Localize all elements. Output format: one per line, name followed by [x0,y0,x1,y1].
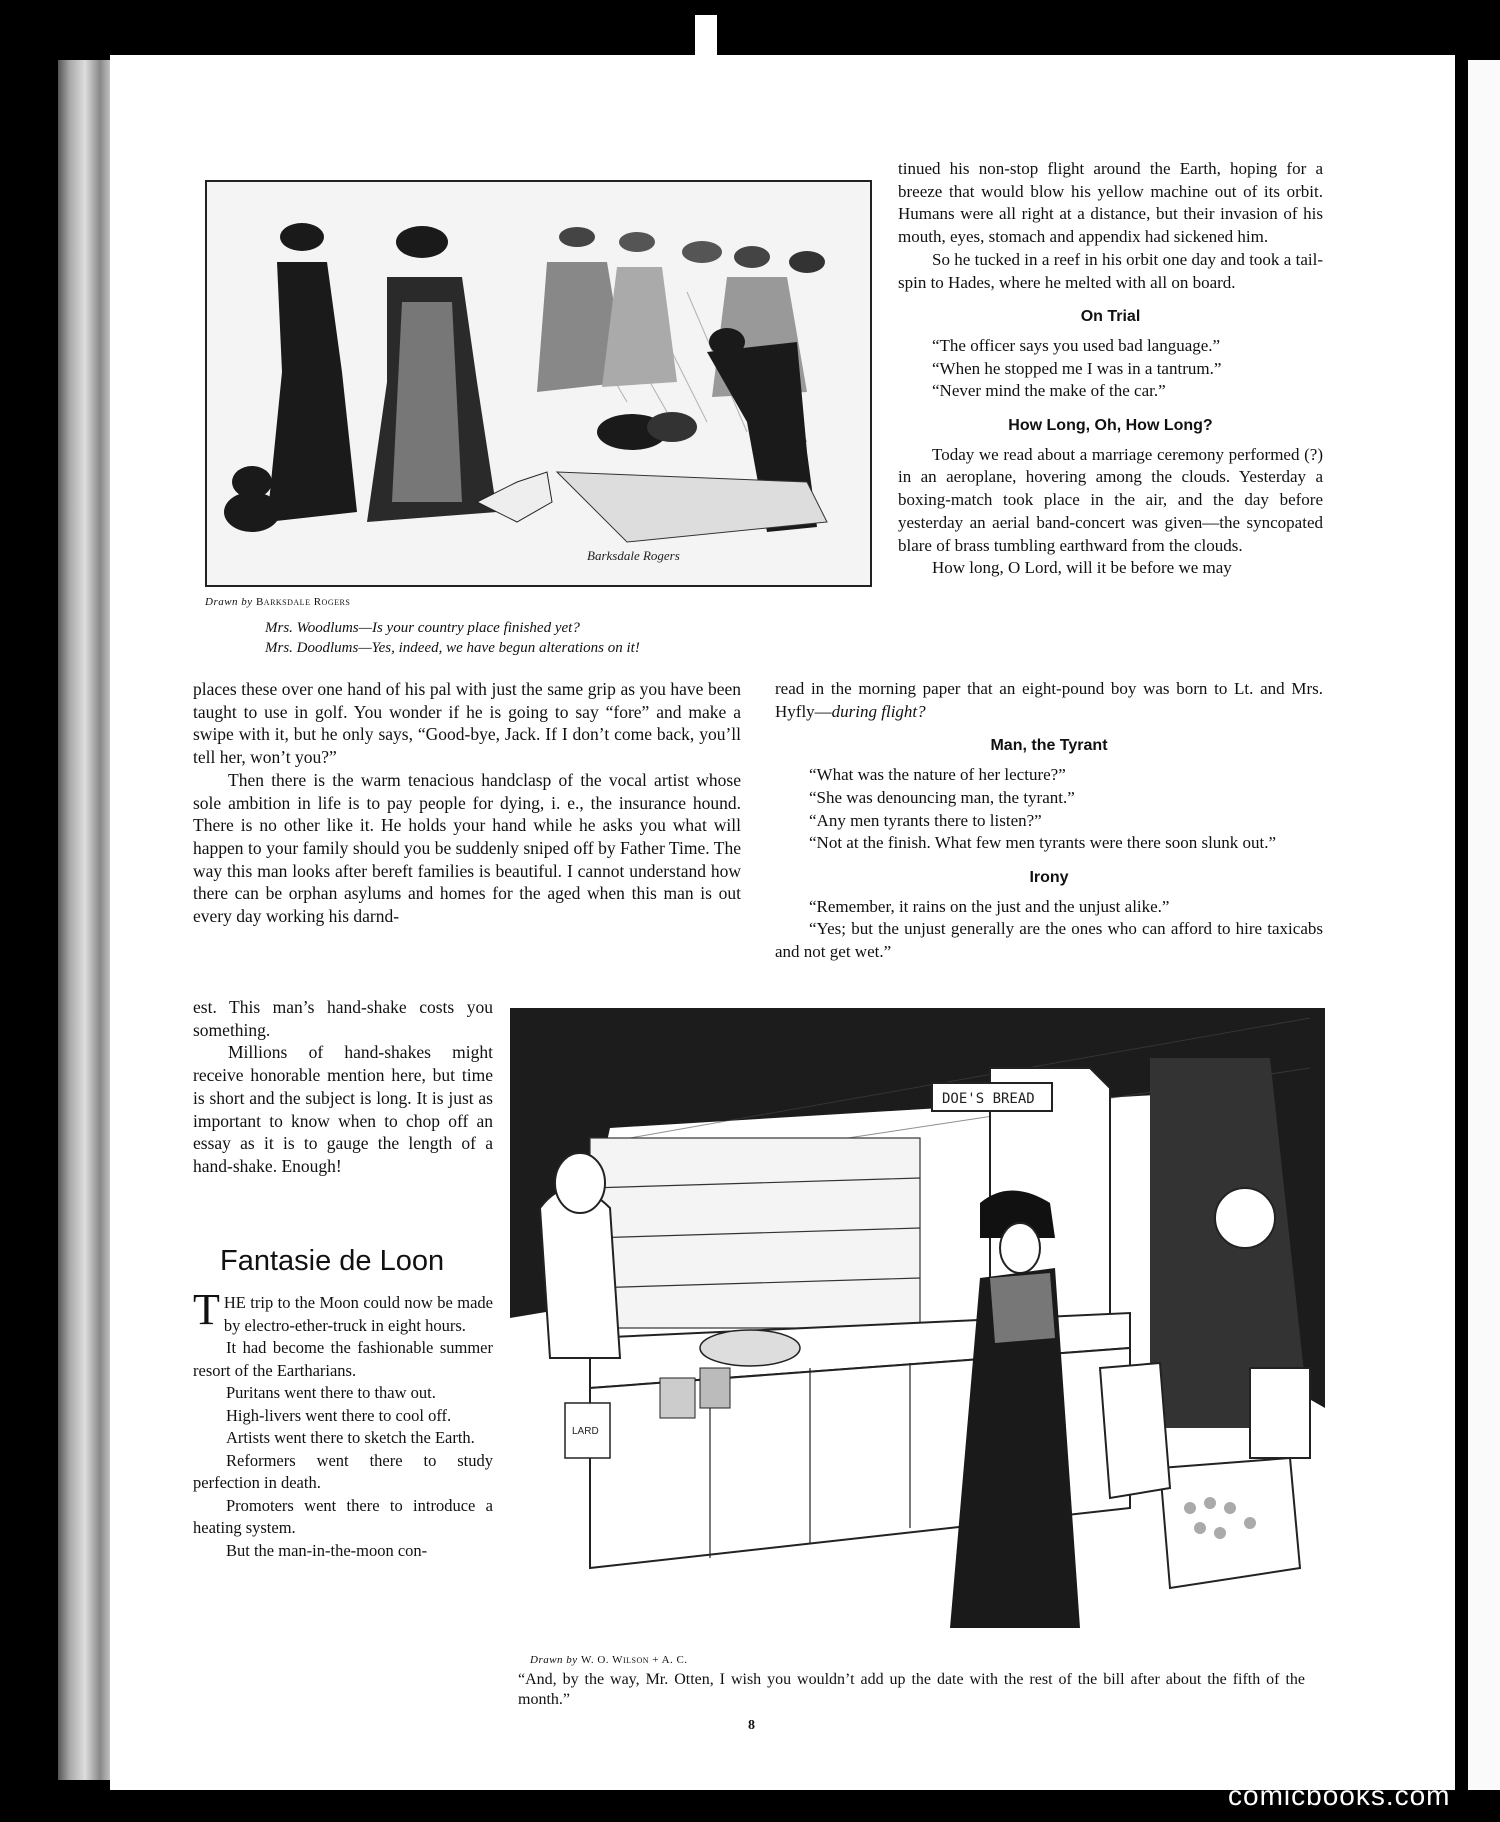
illustration-grocery-store [510,1008,1325,1648]
fantasie-paragraph: It had become the fashionable summer resort of the Eartharians. [193,1338,493,1380]
how-long-italic: during flight? [831,701,926,721]
bottom-illustration-credit [530,1654,688,1666]
fantasie-paragraph: But the man-in-the-moon con- [226,1540,428,1560]
caption-line-2: Mrs. Doodlums—Yes, indeed, we have begun alterations on it! [265,640,640,656]
on-trial-line: “Never mind the make of the car.” [932,381,1166,401]
handshake-paragraph-1: places these over one hand of his pal with just the same grip as you have been taught to use in golf. You wonder if he is going to say “fore” and make a swipe with it, but he only says, “Good-bye, Jack. If I don’t come back, you’ll tell her, won’t you?” [193,679,741,768]
how-long-text: read in the morning paper that an eight-pound boy was born to Lt. and Mrs. Hyfly— [775,679,1323,721]
handshake-paragraph-2: Then there is the warm tenacious handclasp of the vocal artist whose sole ambition in life is to pay people for dying, i. e., the insurance hound. There is no other like it. He holds your hand while he asks you what will happen to your family should you be suddenly sniped off by Father Time. The way this man looks after bereft families is beautiful. I cannot understand how there can be orphan asylums and homes for the aged when this man is out every day working his darnd- [193,769,741,927]
right-column-mid [775,678,1323,964]
bottom-illustration-caption: “And, by the way, Mr. Otten, I wish you wouldn’t add up the date with the rest of the bill after about the fifth of the month.” [518,1671,1305,1708]
irony-line: “Yes; but the unjust generally are the ones who can afford to hire taxicabs and not get wet.” [775,919,1323,962]
top-illustration-caption [265,618,765,658]
site-watermark: comicbooks.com [1228,1780,1451,1811]
right-column-top [898,158,1323,580]
irony-heading: Irony [1029,868,1069,886]
man-tyrant-line: “Not at the finish. What few men tyrants were there soon slunk out.” [809,833,1277,853]
credit-prefix: Drawn by [205,596,253,608]
how-long-paragraph-end [775,678,1323,723]
handshake-paragraph-3: Millions of hand-shakes might receive honorable mention here, but time is short and the subject is long. It is just as important to know when to chop off an essay as it is to gauge the length of a hand-shake. Enough! [193,1042,493,1176]
fantasie-first-paragraph [193,1285,493,1337]
man-tyrant-line: “She was denouncing man, the tyrant.” [809,787,1075,807]
handshake-paragraph-2-end: est. This man’s hand-shake costs you something. [193,997,493,1040]
fantasie-paragraph: Promoters went there to introduce a heating system. [193,1495,493,1537]
fantasie-paragraph: Puritans went there to thaw out. [226,1383,436,1402]
book-spine [58,60,118,1780]
man-tyrant-line: “What was the nature of her lecture?” [809,765,1066,785]
fantasie-heading: Fantasie de Loon [220,1245,445,1277]
caption-line-1: Mrs. Woodlums—Is your country place finished yet? [265,620,580,636]
drop-cap: T [193,1285,220,1334]
how-long-paragraph: Today we read about a marriage ceremony performed (?) in an aeroplane, hovering among the clouds. Yesterday a boxing-match took place in the air, and the day before yesterday an aerial band-concert was given—the syncopated blare of brass tumbling earthward from the clouds. [898,444,1323,555]
irony-line: “Remember, it rains on the just and the unjust alike.” [809,896,1170,916]
moon-ending: So he tucked in a reef in his orbit one day and took a tail-spin to Hades, where he melted with all on board. [898,249,1323,292]
ladies-dogs-sketch [207,182,870,585]
fantasie-paragraph: High-livers went there to cool off. [226,1405,452,1425]
illustration-ladies-with-dogs [205,180,872,587]
illustration-signature: Barksdale Rogers [587,548,680,563]
fantasie-first-text: HE trip to the Moon could now be made by electro-ether-truck in eight hours. [223,1293,493,1335]
man-tyrant-line: “Any men tyrants there to listen?” [809,810,1042,830]
credit-artist: Barksdale Rogers [255,596,351,608]
on-trial-line: “The officer says you used bad language.” [932,335,1221,355]
on-trial-line: “When he stopped me I was in a tantrum.” [932,358,1222,378]
page-number: 8 [748,1718,755,1733]
credit-prefix: Drawn by [530,1654,578,1666]
fantasie-paragraph: Artists went there to sketch the Earth. [226,1428,475,1447]
top-illustration-credit [205,596,350,608]
how-long-paragraph-start: How long, O Lord, will it be before we may [932,558,1232,578]
how-long-heading: How Long, Oh, How Long? [1008,417,1213,435]
on-trial-heading: On Trial [1080,308,1141,326]
fantasie-paragraph: Reformers went there to study perfection in death. [193,1450,493,1492]
fantasie-column [193,1285,493,1562]
left-column-narrow [193,996,493,1178]
lard-bucket-label: LARD [572,1426,599,1437]
credit-artist: W. O. Wilson + A. C. [580,1654,688,1666]
left-column-wide [193,678,741,928]
bread-sign: DOE'S BREAD [942,1091,1035,1107]
man-tyrant-heading: Man, the Tyrant [990,737,1108,755]
moon-continuation: tinued his non-stop flight around the Earth, hoping for a breeze that would blow his yellow machine out of its orbit. Humans were all right at a distance, but their invasion of his mouth, eyes, stomach and appendix had sickened him. [898,159,1323,247]
facing-page-edge [1468,60,1500,1790]
grocery-store-sketch [510,1008,1325,1648]
